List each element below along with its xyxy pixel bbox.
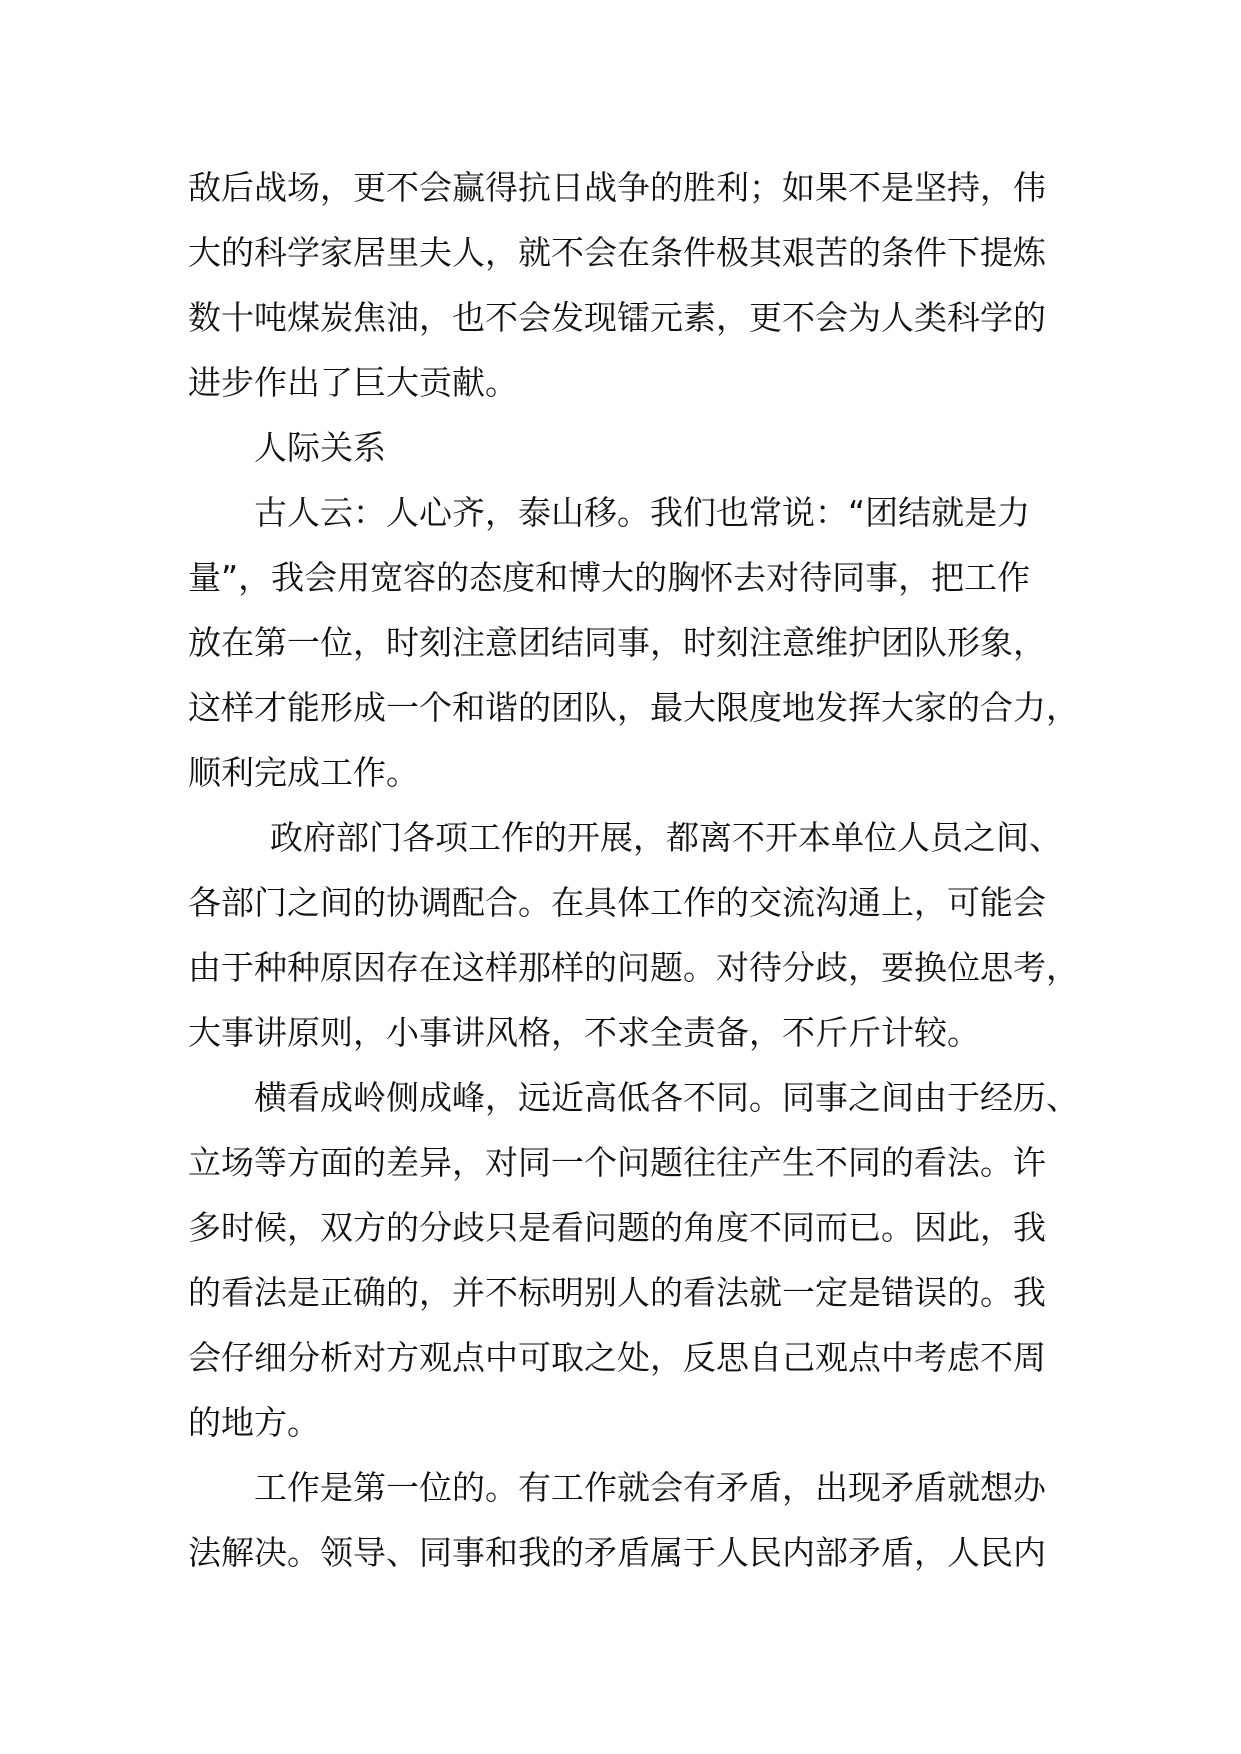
text-line: 的看法是正确的，并不标明别人的看法就一定是错误的。我 (188, 1273, 1046, 1312)
text-line: 古人云：人心齐，泰山移。我们也常说：“团结就是力 (254, 493, 1031, 532)
text-line: 顺利完成工作。 (188, 753, 419, 792)
text-line: 大的科学家居里夫人，就不会在条件极其艰苦的条件下提炼 (188, 233, 1046, 272)
text-line: 政府部门各项工作的开展，都离不开本单位人员之间、 (270, 818, 1062, 857)
text-line: 大事讲原则，小事讲风格，不求全责备，不斤斤计较。 (188, 1013, 980, 1052)
text-line: 多时候，双方的分歧只是看问题的角度不同而已。因此，我 (188, 1208, 1046, 1247)
text-line: 放在第一位，时刻注意团结同事，时刻注意维护团队形象， (188, 623, 1046, 662)
text-line: 敌后战场，更不会赢得抗日战争的胜利；如果不是坚持，伟 (188, 168, 1046, 207)
document-body (188, 155, 1079, 1585)
text-line: 数十吨煤炭焦油，也不会发现镭元素，更不会为人类科学的 (188, 298, 1046, 337)
text-line: 由于种种原因存在这样那样的问题。对待分歧，要换位思考， (188, 948, 1079, 987)
text-line: 会仔细分析对方观点中可取之处，反思自己观点中考虑不周 (188, 1338, 1046, 1377)
text-line: 横看成岭侧成峰，远近高低各不同。同事之间由于经历、 (254, 1078, 1079, 1117)
text-line: 各部门之间的协调配合。在具体工作的交流沟通上，可能会 (188, 883, 1046, 922)
text-line: 量”，我会用宽容的态度和博大的胸怀去对待同事，把工作 (188, 558, 1031, 597)
section-heading: 人际关系 (254, 428, 386, 467)
text-line: 进步作出了巨大贡献。 (188, 363, 518, 402)
text-line: 立场等方面的差异，对同一个问题往往产生不同的看法。许 (188, 1143, 1046, 1182)
text-line: 的地方。 (188, 1403, 320, 1442)
text-line: 工作是第一位的。有工作就会有矛盾，出现矛盾就想办 (254, 1468, 1046, 1507)
text-line: 这样才能形成一个和谐的团队，最大限度地发挥大家的合力， (188, 688, 1079, 727)
text-line: 法解决。领导、同事和我的矛盾属于人民内部矛盾，人民内 (188, 1533, 1046, 1572)
